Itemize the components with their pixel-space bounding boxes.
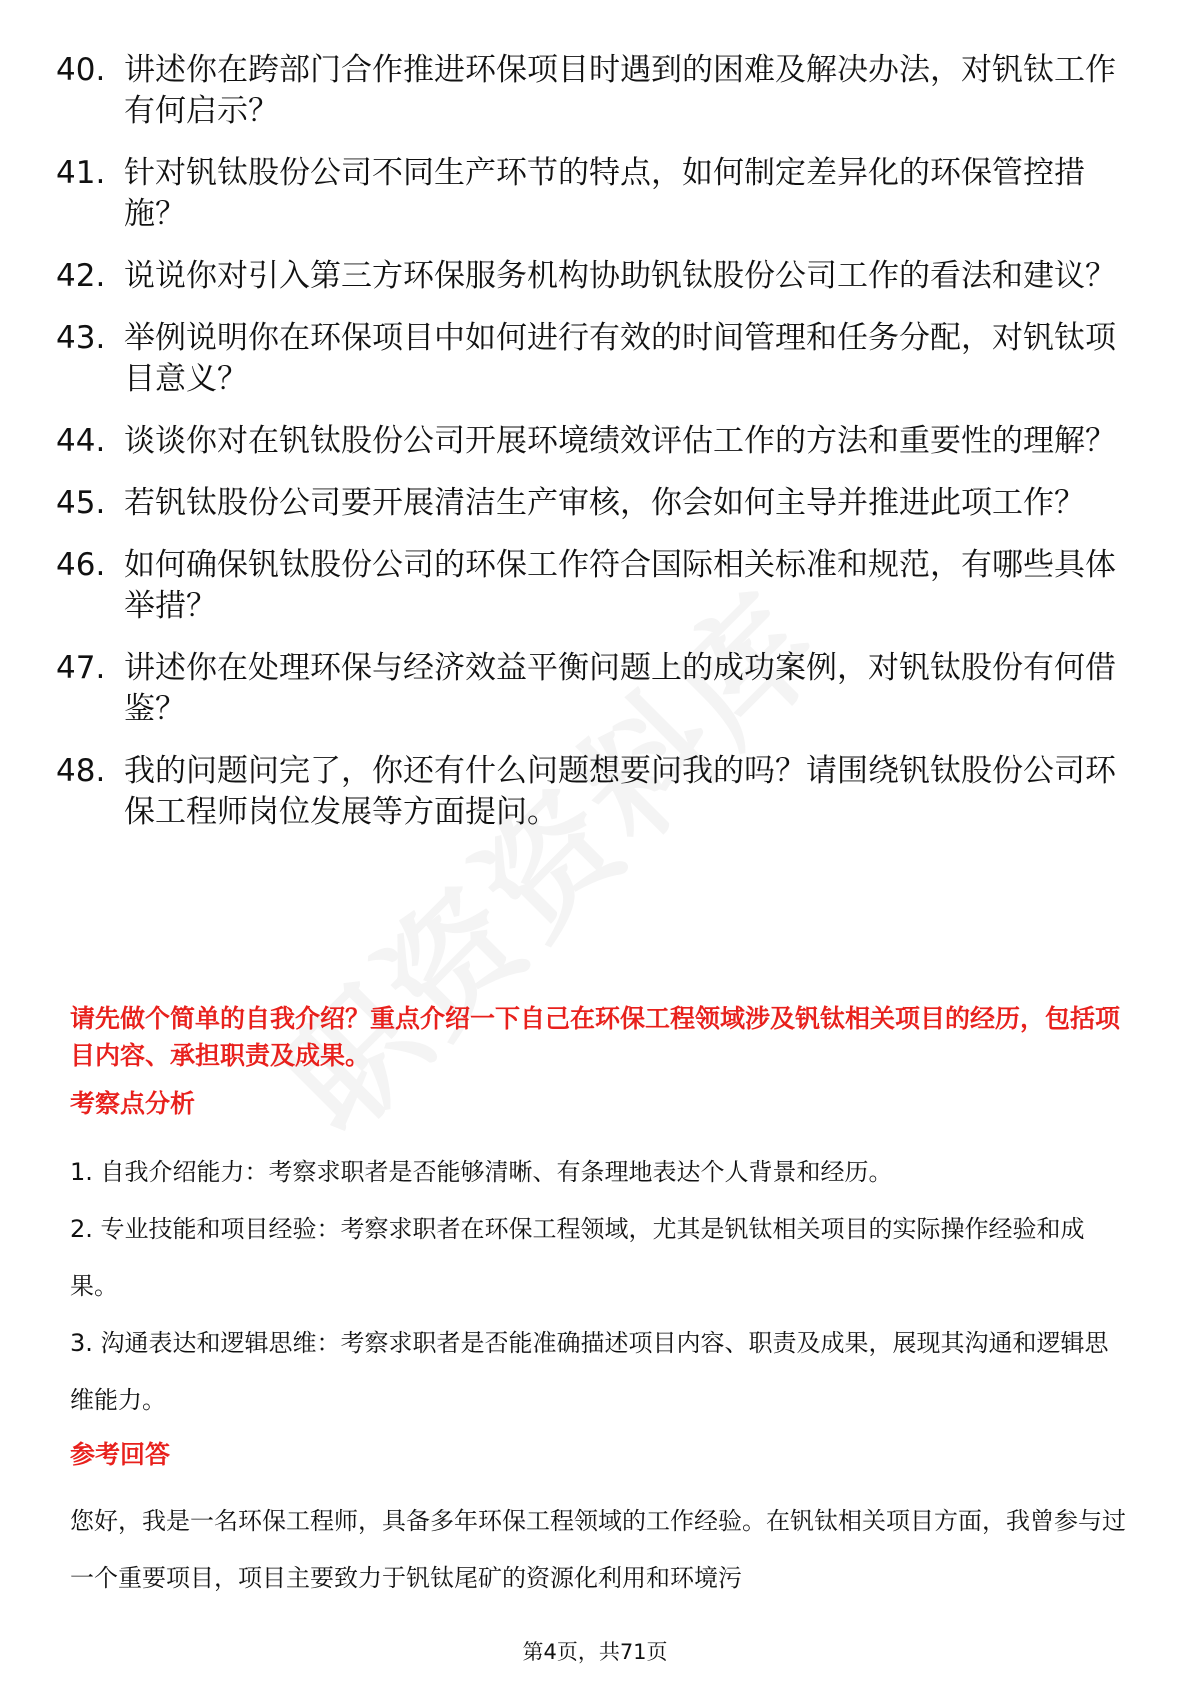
question-list (56, 50, 1136, 854)
list-item (56, 318, 1136, 400)
question-text: 讲述你在跨部门合作推进环保项目时遇到的困难及解决办法，对钒钛工作有何启示？ (124, 52, 1116, 129)
question-text: 我的问题问完了，你还有什么问题想要问我的吗？请围绕钒钛股份公司环保工程师岗位发展等方面提问。 (124, 753, 1116, 830)
question-number: 40. (56, 52, 106, 88)
question-number: 48. (56, 753, 106, 789)
question-text: 说说你对引入第三方环保服务机构协助钒钛股份公司工作的看法和建议？ (124, 258, 1116, 294)
question-text: 举例说明你在环保项目中如何进行有效的时间管理和任务分配，对钒钛项目意义？ (124, 320, 1116, 397)
list-item (56, 648, 1136, 730)
question-text: 如何确保钒钛股份公司的环保工作符合国际相关标准和规范，有哪些具体举措？ (124, 547, 1116, 624)
question-text: 若钒钛股份公司要开展清洁生产审核，你会如何主导并推进此项工作？ (124, 485, 1085, 521)
analysis-item: 1. 自我介绍能力：考察求职者是否能够清晰、有条理地表达个人背景和经历。 (70, 1158, 893, 1186)
question-number: 43. (56, 320, 106, 356)
question-number: 44. (56, 423, 106, 459)
question-text: 讲述你在处理环保与经济效益平衡问题上的成功案例，对钒钛股份有何借鉴？ (124, 650, 1116, 727)
analysis-title: 考察点分析 (70, 1089, 196, 1118)
answer-title: 参考回答 (70, 1440, 171, 1469)
list-item (56, 483, 1136, 524)
question-number: 45. (56, 485, 106, 521)
list-item (56, 256, 1136, 297)
highlight-question: 请先做个简单的自我介绍？重点介绍一下自己在环保工程领域涉及钒钛相关项目的经历，包括项目内容、承担职责及成果。 (70, 1004, 1121, 1070)
question-number: 42. (56, 258, 106, 294)
question-number: 41. (56, 155, 106, 191)
question-text: 针对钒钛股份公司不同生产环节的特点，如何制定差异化的环保管控措施？ (124, 155, 1085, 232)
answer-text: 您好，我是一名环保工程师，具备多年环保工程领域的工作经验。在钒钛相关项目方面，我曾参与过一个重要项目，项目主要致力于钒钛尾矿的资源化利用和环境污 (70, 1507, 1126, 1592)
analysis-list (70, 1144, 1130, 1429)
page-footer: 第4页，共71页 (522, 1640, 668, 1664)
analysis-item: 2. 专业技能和项目经验：考察求职者在环保工程领域，尤其是钒钛相关项目的实际操作经验和成果。 (70, 1215, 1085, 1300)
question-text: 谈谈你对在钒钛股份公司开展环境绩效评估工作的方法和重要性的理解？ (124, 423, 1116, 459)
analysis-item: 3. 沟通表达和逻辑思维：考察求职者是否能准确描述项目内容、职责及成果，展现其沟通和逻辑思维能力。 (70, 1329, 1109, 1414)
question-number: 47. (56, 650, 106, 686)
list-item (56, 545, 1136, 627)
list-item (56, 751, 1136, 833)
question-number: 46. (56, 547, 106, 583)
list-item (56, 153, 1136, 235)
list-item (56, 421, 1136, 462)
list-item (56, 50, 1136, 132)
